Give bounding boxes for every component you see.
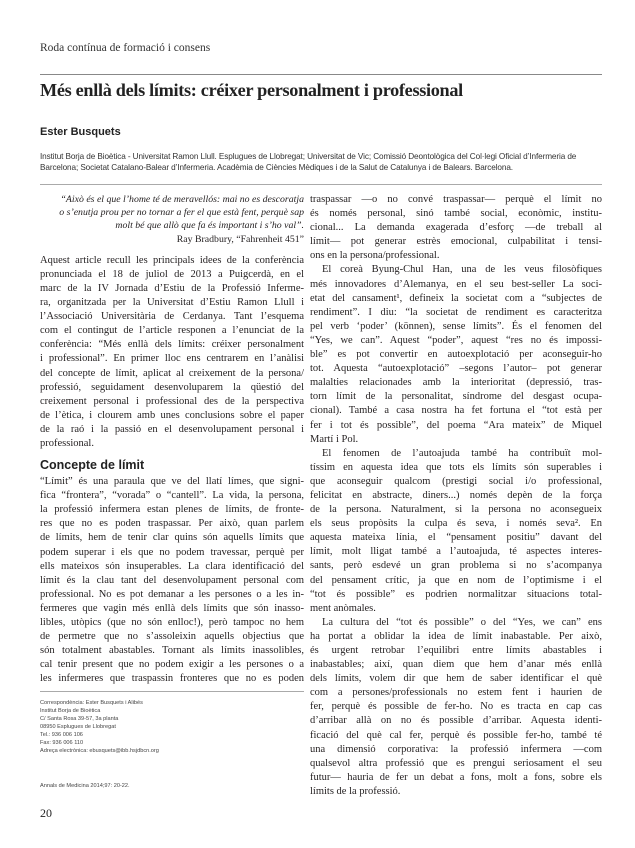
text-line: que aconseguir qualcom (prestigi social i/o professional, bbox=[310, 475, 602, 487]
text-line: del pensament crític, ja que en nom de l’optimisme i el bbox=[310, 574, 602, 586]
text-line: límit— pot generar estrès emocional, culpabilitat i tensi- bbox=[310, 236, 602, 248]
text-line: inabastables; així, quan diem que hem d’anar més enllà bbox=[310, 659, 602, 671]
text-line: “Límit” és una paraula que ve del llatí límes, que signi- bbox=[40, 476, 304, 488]
correspondence-line: Correspondència: Ester Busquets i Alibés bbox=[40, 700, 143, 706]
epigraph-line: o s’enutja prou per no tornar a fer el que està fent, perquè sap bbox=[59, 207, 304, 219]
text-line: Martí i Pol. bbox=[310, 433, 359, 445]
text-line: fica “frontera”, “vorada” o “cantell”. La vida, la persona, bbox=[40, 490, 304, 502]
text-line: com el contingut de l’article responen a l’enunciat de la bbox=[40, 325, 304, 337]
text-line: “Yes, we can”. Aquest “poder”, aquest “res no és impossi- bbox=[310, 334, 602, 346]
text-line: sants, però esdevé un gran problema si no s’acompanya bbox=[310, 560, 602, 572]
text-line: cional... La demanda exagerada d’esforç —de treball al bbox=[310, 222, 602, 234]
text-line: qualsevol altra professió que es prengui seriosament el seu bbox=[310, 757, 602, 769]
text-line: és només personal, sinó també social, econòmic, institu- bbox=[310, 208, 602, 220]
text-line: “tot és possible” es podrien normalitzar situacions total- bbox=[310, 588, 602, 600]
text-line: aquesta mateixa línia, el “pensament positiu” davant del bbox=[310, 532, 602, 544]
text-line: rendiment”. I diu: “la societat de rendiment es caracteritza bbox=[310, 306, 602, 318]
text-line: de límits, hem de tenir clar quins són aquells límits que bbox=[40, 532, 304, 544]
text-line: d’arribar allà on no és possible d’arribar. Aquesta identi- bbox=[310, 715, 602, 727]
text-line: ha portat a oblidar la idea de límit inabastable. Per això, bbox=[310, 630, 602, 642]
text-line: de la persona. Naturalment, si la persona no aconsegueix bbox=[310, 504, 602, 516]
epigraph-line: “Això és el que l’home té de meravellós: mai no es descoratja bbox=[60, 194, 304, 205]
text-line: etat del cansament¹, defineix la societat com a “subjectes de bbox=[310, 292, 602, 304]
correspondence-line: 08950 Esplugues de Llobregat bbox=[40, 724, 116, 730]
epigraph-source: Ray Bradbury, “Fahrenheit 451” bbox=[176, 233, 304, 245]
epigraph bbox=[40, 193, 304, 246]
text-line: creixement personal i professional des de la perspectiva bbox=[40, 395, 304, 407]
text-line: podem superar i els que no podem travessar, perquè per bbox=[40, 546, 304, 558]
text-line: tíssim en aquesta idea que tots els límits són superables i bbox=[310, 461, 602, 473]
article-author: Ester Busquets bbox=[40, 126, 121, 138]
correspondence-line: Institut Borja de Bioètica bbox=[40, 708, 101, 714]
text-line: són totalment abastables. Tornant als límits inassolibles, bbox=[40, 645, 304, 657]
text-line: fermeres que vagin més enllà dels límits que són inasso- bbox=[40, 602, 304, 614]
text-line: de l’ètica, i clourem amb unes conclusions sobre el paper bbox=[40, 409, 304, 421]
text-line: professió, seguidament desenvoluparem la qüestió del bbox=[40, 381, 304, 393]
section-heading: Concepte de límit bbox=[40, 458, 145, 473]
text-line: de la raó i la passió en el desenvolupament personal i bbox=[40, 423, 304, 435]
text-line: torn límit de la personalitat, síndrome del desgast ocupa- bbox=[310, 391, 602, 403]
text-line: libles, utòpics (que no són enlloc!), però tampoc no hem bbox=[40, 617, 304, 628]
text-line: res que no es poden traspassar. Per això, quan parlem bbox=[40, 518, 304, 530]
text-line: pel verb ‘poder’ (können), sense límits”. És el fenomen del bbox=[310, 320, 602, 332]
text-line: El fenomen de l’autoajuda també ha contribuït mol- bbox=[322, 447, 602, 459]
text-line: les infermeres que traspassin fronteres que no es poden bbox=[40, 673, 304, 685]
text-line: pronunciada el 18 de juliol de 2013 a Puigcerdà, en el bbox=[40, 268, 304, 280]
article-title: Més enllà dels límits: créixer personalment i professional bbox=[40, 80, 463, 100]
text-line: fer, perquè és possible de fer-ho. No es tracta en cap cas bbox=[310, 701, 602, 713]
text-line: professional. bbox=[40, 437, 94, 449]
text-line: els seus propòsits la culpa és seva, i només seva². En bbox=[310, 518, 602, 530]
text-line: una dimensió corporativa: la professió infermera —com bbox=[310, 743, 602, 755]
text-line: ells mateixos són insuperables. La clara identificació del bbox=[40, 560, 304, 572]
text-line: malalties relacionades amb la interioritat (depressió, tras- bbox=[310, 377, 602, 389]
text-line: fer i tot és possible”, del poema “Ara mateix” de Miquel bbox=[310, 419, 602, 431]
text-line: felicitat en abstracte, diners...) només depèn de la força bbox=[310, 489, 602, 501]
text-line: límit, molt lligat també a l’autoajuda, té aspectes interes- bbox=[310, 546, 602, 558]
text-line: més innovadores d’Alemanya, en el seu best-seller La soci- bbox=[310, 278, 602, 290]
text-line: ra, organitzada per la Universitat d’Estiu Ramon Llull i bbox=[40, 297, 304, 309]
correspondence-line: Fax: 936 006 110 bbox=[40, 740, 84, 746]
correspondence-email: Adreça electrònica: ebusquets@ibb.hsjdbcn.org bbox=[40, 748, 159, 754]
text-line: és urgent retrobar l’equilibri entre límits abastables i bbox=[310, 645, 602, 656]
text-line: Aquest article recull les principals idees de la conferència bbox=[40, 254, 304, 266]
journal-reference: Annals de Medicina 2014;97: 20-22. bbox=[40, 783, 130, 789]
left-column bbox=[40, 193, 304, 686]
text-line: futur— hauria de fer un debat a fons, molt a fons, sobre els bbox=[310, 771, 602, 783]
text-line: ficació del què cal fer, perquè és possible fer-ho, també té bbox=[310, 729, 602, 741]
text-line: cional). També a casa nostra ha fet fortuna el “tot està per bbox=[310, 405, 602, 417]
text-line: cal tenir present que no podem exigir a les persones o a bbox=[40, 659, 304, 671]
text-line: com a persones/professionals no estem fent i haurien de bbox=[310, 687, 602, 699]
text-line: del concepte de límit, aplicat al creixement de la persona/ bbox=[40, 367, 304, 379]
text-line: ment anòmales. bbox=[310, 602, 376, 614]
text-line: La cultura del “tot és possible” o del “Yes, we can” ens bbox=[322, 616, 602, 628]
text-line: traspassar —o no convé traspassar— perquè el límit no bbox=[310, 194, 602, 205]
correspondence-line: C/ Santa Rosa 39-57, 3a planta bbox=[40, 716, 119, 722]
right-column bbox=[310, 193, 602, 799]
author-affiliation: Institut Borja de Bioètica - Universitat Ramon Llull. Esplugues de Llobregat; Universitat de Vic; Comissió Deontològica del Col·legi Oficial d’Infermeria de Barcelona; Societat Catalano-Balear d’Infermeria. Acadèmia de Ciències Mèdiques i de la Salut de Catalunya i de Balears. Barcelona. bbox=[40, 152, 577, 172]
text-line: l’Associació Universitària de Cerdanya. Tant l’esquema bbox=[40, 311, 304, 323]
affiliation-rule bbox=[40, 184, 602, 185]
text-line: tot. Aquesta “autoexplotació” –segons l’autor– pot generar bbox=[310, 363, 602, 375]
section-paragraph bbox=[40, 475, 304, 686]
text-line: ble” es pot convertir en autoexplotació per aconseguir-ho bbox=[310, 349, 602, 361]
text-line: de permetre que no s’assoleixin aquells objectius que bbox=[40, 631, 304, 643]
text-line: El coreà Byung-Chul Han, una de les veus filosòfiques bbox=[322, 264, 602, 276]
text-line: límits de la professió. bbox=[310, 785, 401, 797]
header-rule bbox=[40, 74, 602, 75]
correspondence-block bbox=[40, 699, 304, 755]
intro-paragraph bbox=[40, 254, 304, 451]
text-line: professional. No es pot demanar a les persones o a les in- bbox=[40, 588, 304, 600]
text-line: conferència: “Més enllà dels límits: créixer personalment bbox=[40, 339, 304, 351]
text-line: la professió infermera estan plenes de límits, de fronte- bbox=[40, 504, 304, 516]
text-line: ons en la persona/professional. bbox=[310, 250, 440, 262]
text-line: i professional”. En primer lloc ens centrarem en l’anàlisi bbox=[40, 353, 304, 365]
text-line: dels límits, volem dir que hem de saber identificar el què bbox=[310, 673, 602, 685]
running-header: Roda contínua de formació i consens bbox=[40, 42, 211, 54]
correspondence-rule bbox=[40, 691, 304, 692]
epigraph-line: molt bé que allò que fa és important i s’ho val”. bbox=[115, 220, 304, 232]
text-line: límit és la clau tant del desenvolupament personal com bbox=[40, 574, 304, 586]
page-number: 20 bbox=[40, 806, 52, 820]
text-line: marc de la IV Jornada d’Estiu de la Professió Inferme- bbox=[40, 282, 304, 294]
correspondence-line: Tel.: 936 006 106 bbox=[40, 732, 83, 738]
